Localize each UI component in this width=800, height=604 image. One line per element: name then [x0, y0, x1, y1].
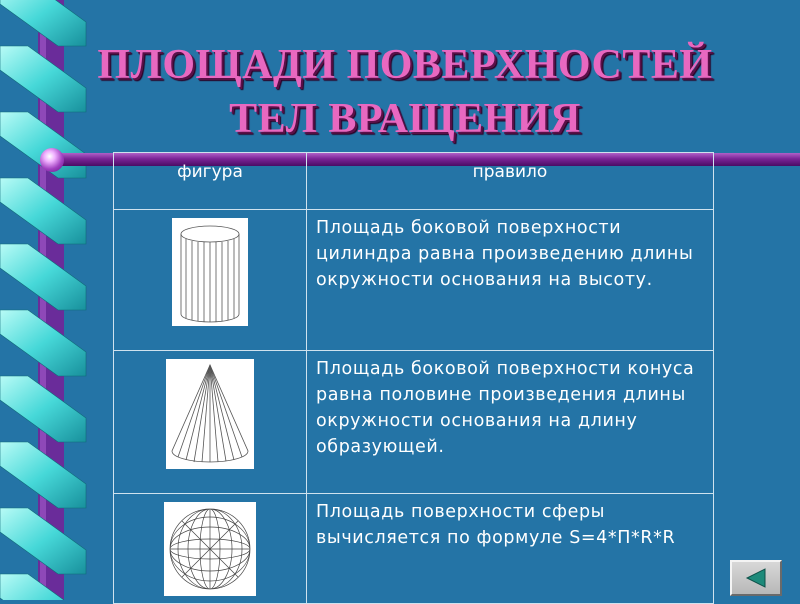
figure-cell	[114, 494, 307, 604]
back-arrow-icon	[732, 562, 780, 594]
rule-cell	[307, 494, 714, 604]
table-row	[114, 351, 714, 494]
cone-icon	[166, 359, 254, 469]
rule-text: Площадь боковой поверхности конуса равна половине произведения длины окружности основания на длину образующей.	[316, 359, 695, 457]
figure-cell	[114, 351, 307, 494]
rule-text: Площадь боковой поверхности цилиндра равна произведению длины окружности основания на высоту.	[316, 218, 694, 290]
title-line-2: ТЕЛ ВРАЩЕНИЯ	[229, 96, 581, 142]
figure-cell	[114, 210, 307, 351]
divider-bar-knob	[40, 148, 64, 172]
table-row	[114, 494, 714, 604]
title-line-1: ПЛОЩАДИ ПОВЕРХНОСТЕЙ	[97, 42, 713, 88]
header-figure: фигура	[114, 153, 307, 210]
rule-cell	[307, 351, 714, 494]
slide-title	[60, 38, 750, 146]
rule-text: Площадь поверхности сферы вычисляется по формуле S=4*П*R*R	[316, 502, 676, 548]
sphere-icon	[164, 502, 256, 596]
rules-table	[113, 152, 714, 604]
header-rule: правило	[307, 153, 714, 210]
table-row	[114, 210, 714, 351]
table-header-row	[114, 153, 714, 210]
back-button[interactable]	[730, 560, 782, 596]
cylinder-icon	[172, 218, 248, 326]
rule-cell	[307, 210, 714, 351]
